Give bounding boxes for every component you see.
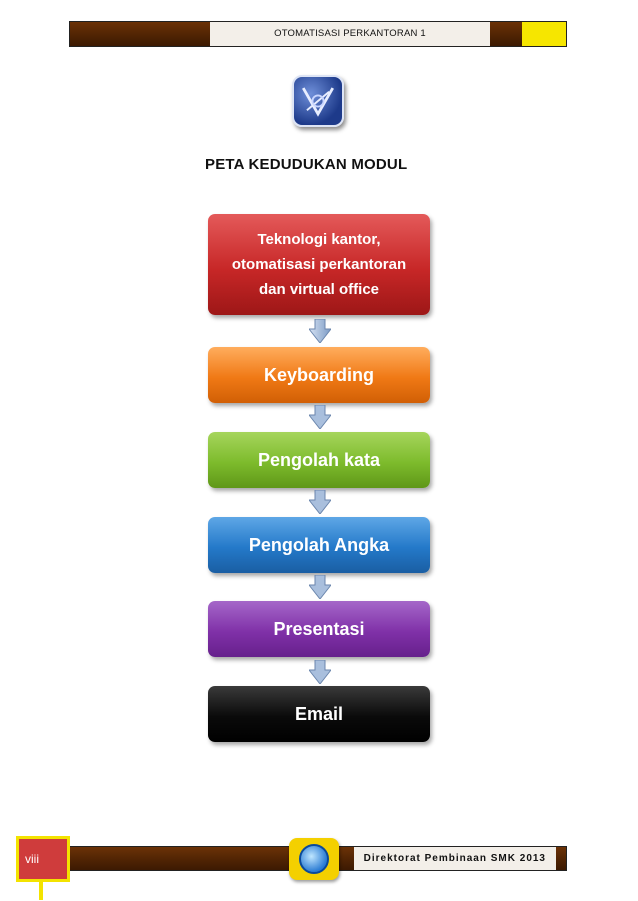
flow-step-email: Email <box>208 686 430 742</box>
module-logo-icon <box>292 75 344 127</box>
header-bar <box>69 21 567 47</box>
header-title: OTOMATISASI PERKANTORAN 1 <box>210 22 490 46</box>
page-marker-line <box>39 880 43 900</box>
page-number: viii <box>25 852 39 866</box>
smk-emblem-inner <box>299 844 329 874</box>
flow-step-spreadsheet: Pengolah Angka <box>208 517 430 573</box>
down-arrow-icon <box>309 490 331 514</box>
flow-step-keyboarding: Keyboarding <box>208 347 430 403</box>
flow-step-technology-line2: otomatisasi perkantoran <box>231 256 407 273</box>
flow-step-technology-line3: dan virtual office <box>258 281 380 298</box>
down-arrow-icon <box>309 575 331 599</box>
flow-step-technology-line1: Teknologi kantor, <box>257 231 381 248</box>
down-arrow-icon <box>309 660 331 684</box>
flow-step-presentation: Presentasi <box>208 601 430 657</box>
flow-step-word-processing: Pengolah kata <box>208 432 430 488</box>
page-number-box <box>16 836 70 882</box>
page-title: PETA KEDUDUKAN MODUL <box>205 156 408 173</box>
header-accent <box>522 22 566 46</box>
down-arrow-icon <box>309 405 331 429</box>
smk-emblem-icon <box>289 838 339 880</box>
flow-step-technology <box>208 214 430 315</box>
down-arrow-icon <box>309 319 331 343</box>
footer-publisher: Direktorat Pembinaan SMK 2013 <box>354 847 556 870</box>
